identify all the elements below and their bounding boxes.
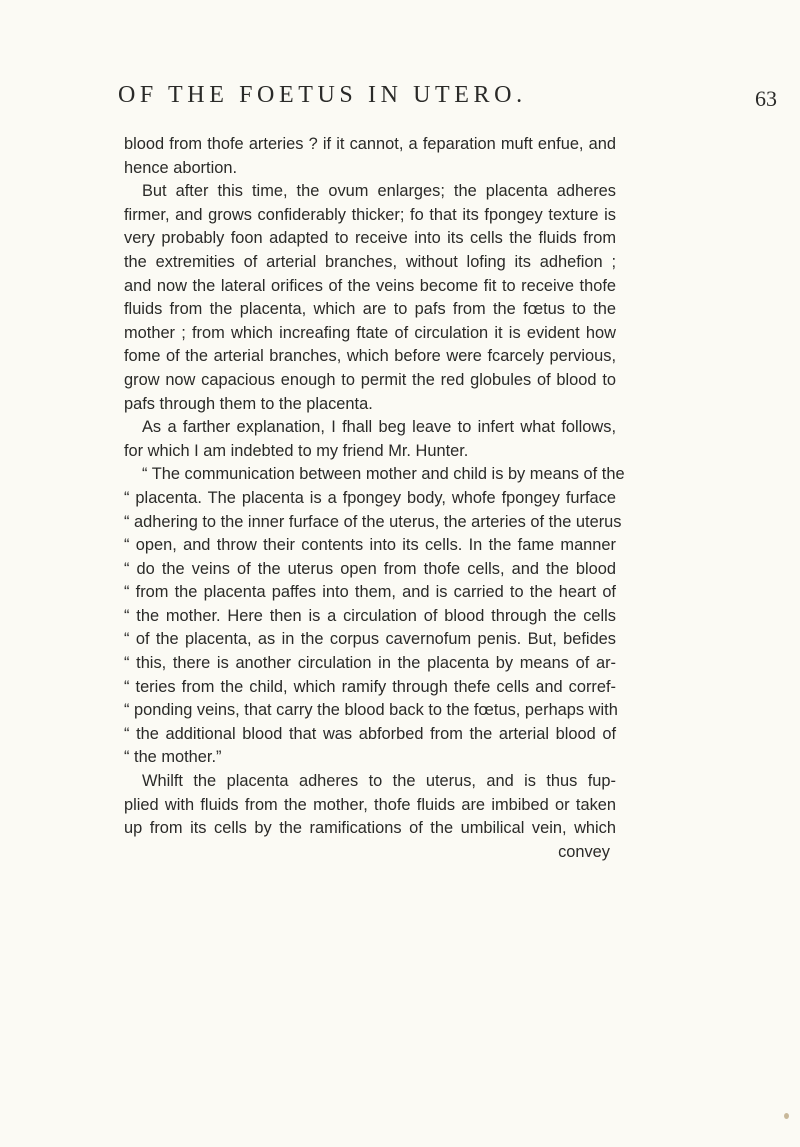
paper-speck — [784, 1113, 789, 1119]
running-title: OF THE FOETUS IN UTERO. — [118, 82, 527, 108]
text-line: “ adhering to the inner furface of the uterus, the arteries of the uterus — [124, 512, 622, 531]
text-line: blood from thofe arteries ? if it cannot, a feparation muft enfue, and — [124, 135, 616, 153]
text-line: As a farther explanation, I fhall beg leave to infert what follows, — [142, 418, 616, 437]
text-line: pafs through them to the placenta. — [124, 394, 373, 413]
text-line: “ ponding veins, that carry the blood back to the fœtus, perhaps with — [124, 701, 618, 720]
text-line: the extremities of arterial branches, without lofing its adhefion ; — [124, 252, 616, 271]
text-line: “ the additional blood that was abforbed from the arterial blood of — [124, 724, 616, 743]
text-line: fluids from the placenta, which are to pafs from the fœtus to the — [124, 300, 616, 319]
text-line: very probably foon adapted to receive into its cells the fluids from — [124, 229, 616, 248]
text-line: for which I am indebted to my friend Mr. Hunter. — [124, 441, 469, 460]
text-line: plied with fluids from the mother, thofe fluids are imbibed or taken — [124, 795, 616, 814]
text-line: up from its cells by the ramifications of the umbilical vein, which — [124, 819, 616, 838]
text-line: fome of the arterial branches, which before were fcarcely pervious, — [124, 347, 616, 366]
text-line: and now the lateral orifices of the veins become fit to receive thofe — [124, 276, 616, 295]
text-line: “ The communication between mother and child is by means of the — [142, 465, 625, 484]
text-line: “ the mother.” — [124, 748, 222, 767]
text-line: “ from the placenta paffes into them, and is carried to the heart of — [124, 583, 616, 602]
text-line: “ of the placenta, as in the corpus cavernofum penis. But, befides — [124, 630, 616, 649]
text-line: grow now capacious enough to permit the red globules of blood to — [124, 370, 616, 389]
text-line: “ open, and throw their contents into its cells. In the fame manner — [124, 536, 616, 555]
page-number: 63 — [755, 86, 777, 111]
text-line: “ do the veins of the uterus open from thofe cells, and the blood — [124, 559, 616, 578]
text-line: “ placenta. The placenta is a fpongey body, whofe fpongey furface — [124, 488, 616, 507]
text-line: “ this, there is another circulation in the placenta by means of ar- — [124, 654, 616, 673]
text-line: firmer, and grows confiderably thicker; fo that its fpongey texture is — [124, 205, 616, 224]
text-line: But after this time, the ovum enlarges; the placenta adheres — [142, 182, 616, 201]
text-line: hence abortion. — [124, 158, 237, 177]
text-line: “ the mother. Here then is a circulation of blood through the cells — [124, 606, 616, 625]
text-line: “ teries from the child, which ramify through thefe cells and corref- — [124, 677, 616, 696]
body-text — [124, 133, 625, 864]
text-line: Whilft the placenta adheres to the uterus, and is thus fup- — [142, 772, 616, 791]
catchword: convey — [558, 842, 610, 861]
text-line: mother ; from which increafing ftate of circulation it is evident how — [124, 323, 616, 342]
